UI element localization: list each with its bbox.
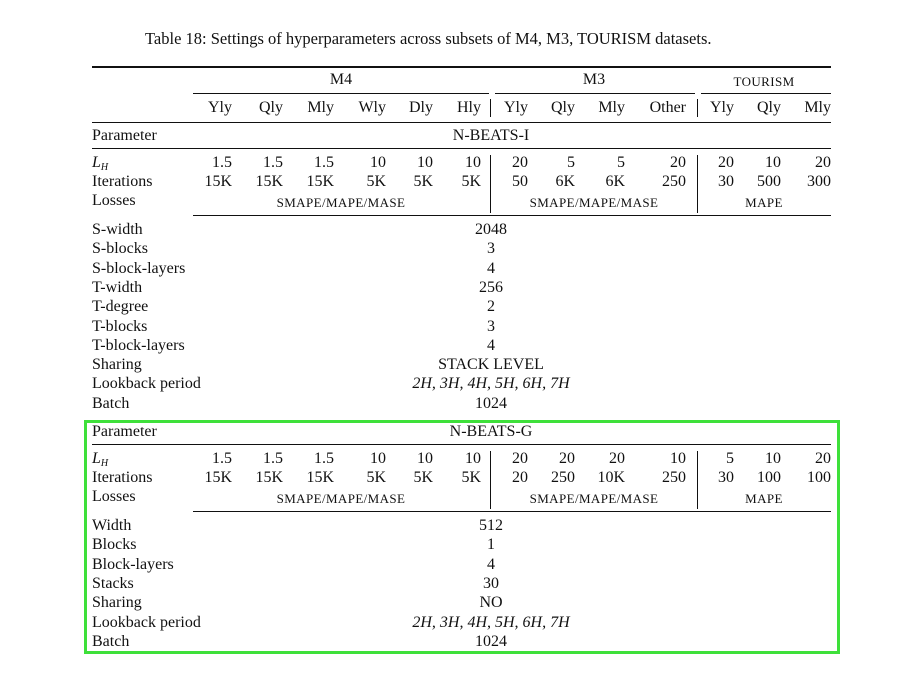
iterations-label: Iterations: [92, 173, 153, 190]
lh-value: 20: [559, 450, 575, 467]
lh-value: 20: [609, 450, 625, 467]
column-header: Mly: [307, 99, 334, 116]
section-rule: [92, 148, 831, 149]
group-rule-tourism: [701, 93, 831, 94]
column-header: Mly: [804, 99, 831, 116]
lh-value: 1.5: [212, 154, 232, 171]
iterations-value: 30: [718, 173, 734, 190]
group-header-m3: M3: [582, 71, 606, 88]
model-name: N-BEATS-G: [449, 423, 533, 440]
lh-value: 20: [512, 450, 528, 467]
param-value: 30: [483, 574, 499, 592]
lh-value: 10: [765, 154, 781, 171]
param-name: Stacks: [92, 574, 134, 592]
param-name: Sharing: [92, 594, 142, 612]
param-value: 2H, 3H, 4H, 5H, 6H, 7H: [412, 613, 570, 631]
param-name: S-width: [92, 221, 143, 238]
losses-m3: SMAPE/MAPE/MASE: [529, 195, 659, 210]
iterations-value: 15K: [306, 469, 334, 486]
lh-label: [92, 153, 108, 172]
group-header-m4: M4: [329, 71, 353, 88]
losses-m4: SMAPE/MAPE/MASE: [276, 195, 406, 210]
lh-value: 20: [512, 154, 528, 171]
losses-label: Losses: [92, 488, 136, 505]
lh-value: 1.5: [263, 450, 283, 467]
parameter-header: Parameter: [92, 127, 157, 144]
column-header: Qly: [757, 99, 781, 116]
param-name: Blocks: [92, 536, 137, 554]
iterations-value: 15K: [204, 173, 232, 190]
iterations-value: 5K: [413, 173, 433, 190]
column-header: Yly: [710, 99, 734, 116]
param-value: 2: [487, 298, 495, 316]
lh-subscript: H: [100, 458, 109, 469]
losses-label: Losses: [92, 192, 136, 209]
lh-value: 10: [370, 450, 386, 467]
lh-subscript: H: [100, 162, 109, 173]
param-value: 2H, 3H, 4H, 5H, 6H, 7H: [412, 375, 570, 393]
param-name: Block-layers: [92, 555, 174, 573]
lh-value: 1.5: [263, 154, 283, 171]
iterations-value: 250: [662, 469, 686, 486]
column-header: Yly: [208, 99, 232, 116]
param-value: 1024: [475, 632, 507, 650]
lh-value: 1.5: [212, 450, 232, 467]
group-header-tourism: TOURISM: [733, 74, 795, 89]
column-header: Dly: [409, 99, 433, 116]
param-value: NO: [479, 594, 503, 612]
param-value: 512: [479, 517, 503, 534]
iterations-value: 250: [662, 173, 686, 190]
iterations-value: 10K: [597, 469, 625, 486]
lh-value: 10: [417, 450, 433, 467]
param-name: Sharing: [92, 356, 142, 374]
group-rule-m3: [495, 93, 695, 94]
param-name: Width: [92, 517, 132, 534]
col-divider: [697, 155, 698, 213]
losses-m4: SMAPE/MAPE/MASE: [276, 491, 406, 506]
params-rule: [193, 215, 831, 216]
param-name: S-block-layers: [92, 259, 186, 277]
group-rule-m4: [193, 93, 489, 94]
lh-symbol: L: [92, 154, 101, 171]
losses-m3: SMAPE/MAPE/MASE: [529, 491, 659, 506]
param-name: T-block-layers: [92, 336, 185, 354]
lh-value: 5: [726, 450, 734, 467]
lh-value: 10: [765, 450, 781, 467]
lh-value: 20: [815, 450, 831, 467]
column-header: Hly: [457, 99, 481, 116]
param-value: 1024: [475, 394, 507, 412]
lh-value: 10: [370, 154, 386, 171]
iterations-value: 6K: [555, 173, 575, 190]
iterations-value: 5K: [366, 469, 386, 486]
param-name: T-degree: [92, 298, 149, 316]
lh-value: 10: [465, 450, 481, 467]
iterations-value: 15K: [306, 173, 334, 190]
iterations-value: 15K: [204, 469, 232, 486]
col-divider: [697, 99, 698, 117]
losses-tourism: MAPE: [745, 195, 783, 210]
iterations-value: 500: [757, 173, 781, 190]
top-rule: [92, 66, 831, 68]
lh-value: 20: [815, 154, 831, 171]
iterations-value: 15K: [255, 173, 283, 190]
param-name: T-blocks: [92, 317, 148, 335]
param-value: 4: [487, 259, 495, 277]
param-value: 4: [487, 336, 495, 354]
iterations-value: 5K: [366, 173, 386, 190]
param-name: Batch: [92, 394, 130, 412]
lh-value: 10: [670, 450, 686, 467]
iterations-value: 6K: [605, 173, 625, 190]
param-name: S-blocks: [92, 240, 148, 258]
param-name: T-width: [92, 278, 143, 296]
param-value: 3: [487, 240, 495, 258]
param-name: Lookback period: [92, 613, 201, 631]
iterations-value: 30: [718, 469, 734, 486]
iterations-value: 100: [807, 469, 831, 486]
losses-tourism: MAPE: [745, 491, 783, 506]
lh-value: 5: [567, 154, 575, 171]
iterations-value: 20: [512, 469, 528, 486]
iterations-value: 15K: [255, 469, 283, 486]
parameter-header: Parameter: [92, 423, 157, 440]
iterations-value: 100: [757, 469, 781, 486]
highlight-box: [84, 420, 840, 654]
lh-value: 10: [417, 154, 433, 171]
param-value: 4: [487, 555, 495, 573]
col-divider: [490, 99, 491, 117]
param-value: 256: [479, 278, 503, 296]
lh-value: 1.5: [314, 450, 334, 467]
iterations-value: 250: [551, 469, 575, 486]
column-header: Yly: [504, 99, 528, 116]
iterations-value: 5K: [461, 469, 481, 486]
lh-symbol: L: [92, 450, 101, 467]
column-header: Qly: [551, 99, 575, 116]
lh-value: 20: [718, 154, 734, 171]
column-header: Qly: [259, 99, 283, 116]
lh-value: 20: [670, 154, 686, 171]
param-value: 1: [487, 536, 495, 554]
lh-value: 1.5: [314, 154, 334, 171]
header-rule: [92, 122, 831, 123]
param-name: Lookback period: [92, 375, 201, 393]
lh-value: 5: [617, 154, 625, 171]
param-name: Batch: [92, 632, 130, 650]
iterations-value: 50: [512, 173, 528, 190]
param-value: 2048: [475, 221, 507, 238]
model-name: N-BEATS-I: [452, 127, 530, 144]
iterations-value: 300: [807, 173, 831, 190]
iterations-value: 5K: [413, 469, 433, 486]
iterations-label: Iterations: [92, 469, 153, 486]
table-caption: Table 18: Settings of hyperparameters across subsets of M4, M3, TOURISM datasets.: [145, 29, 712, 48]
column-header: Wly: [358, 99, 386, 116]
param-value: STACK LEVEL: [438, 356, 544, 374]
iterations-value: 5K: [461, 173, 481, 190]
column-header: Mly: [598, 99, 625, 116]
param-value: 3: [487, 317, 495, 335]
col-divider: [490, 155, 491, 213]
lh-value: 10: [465, 154, 481, 171]
column-header: Other: [649, 99, 686, 116]
